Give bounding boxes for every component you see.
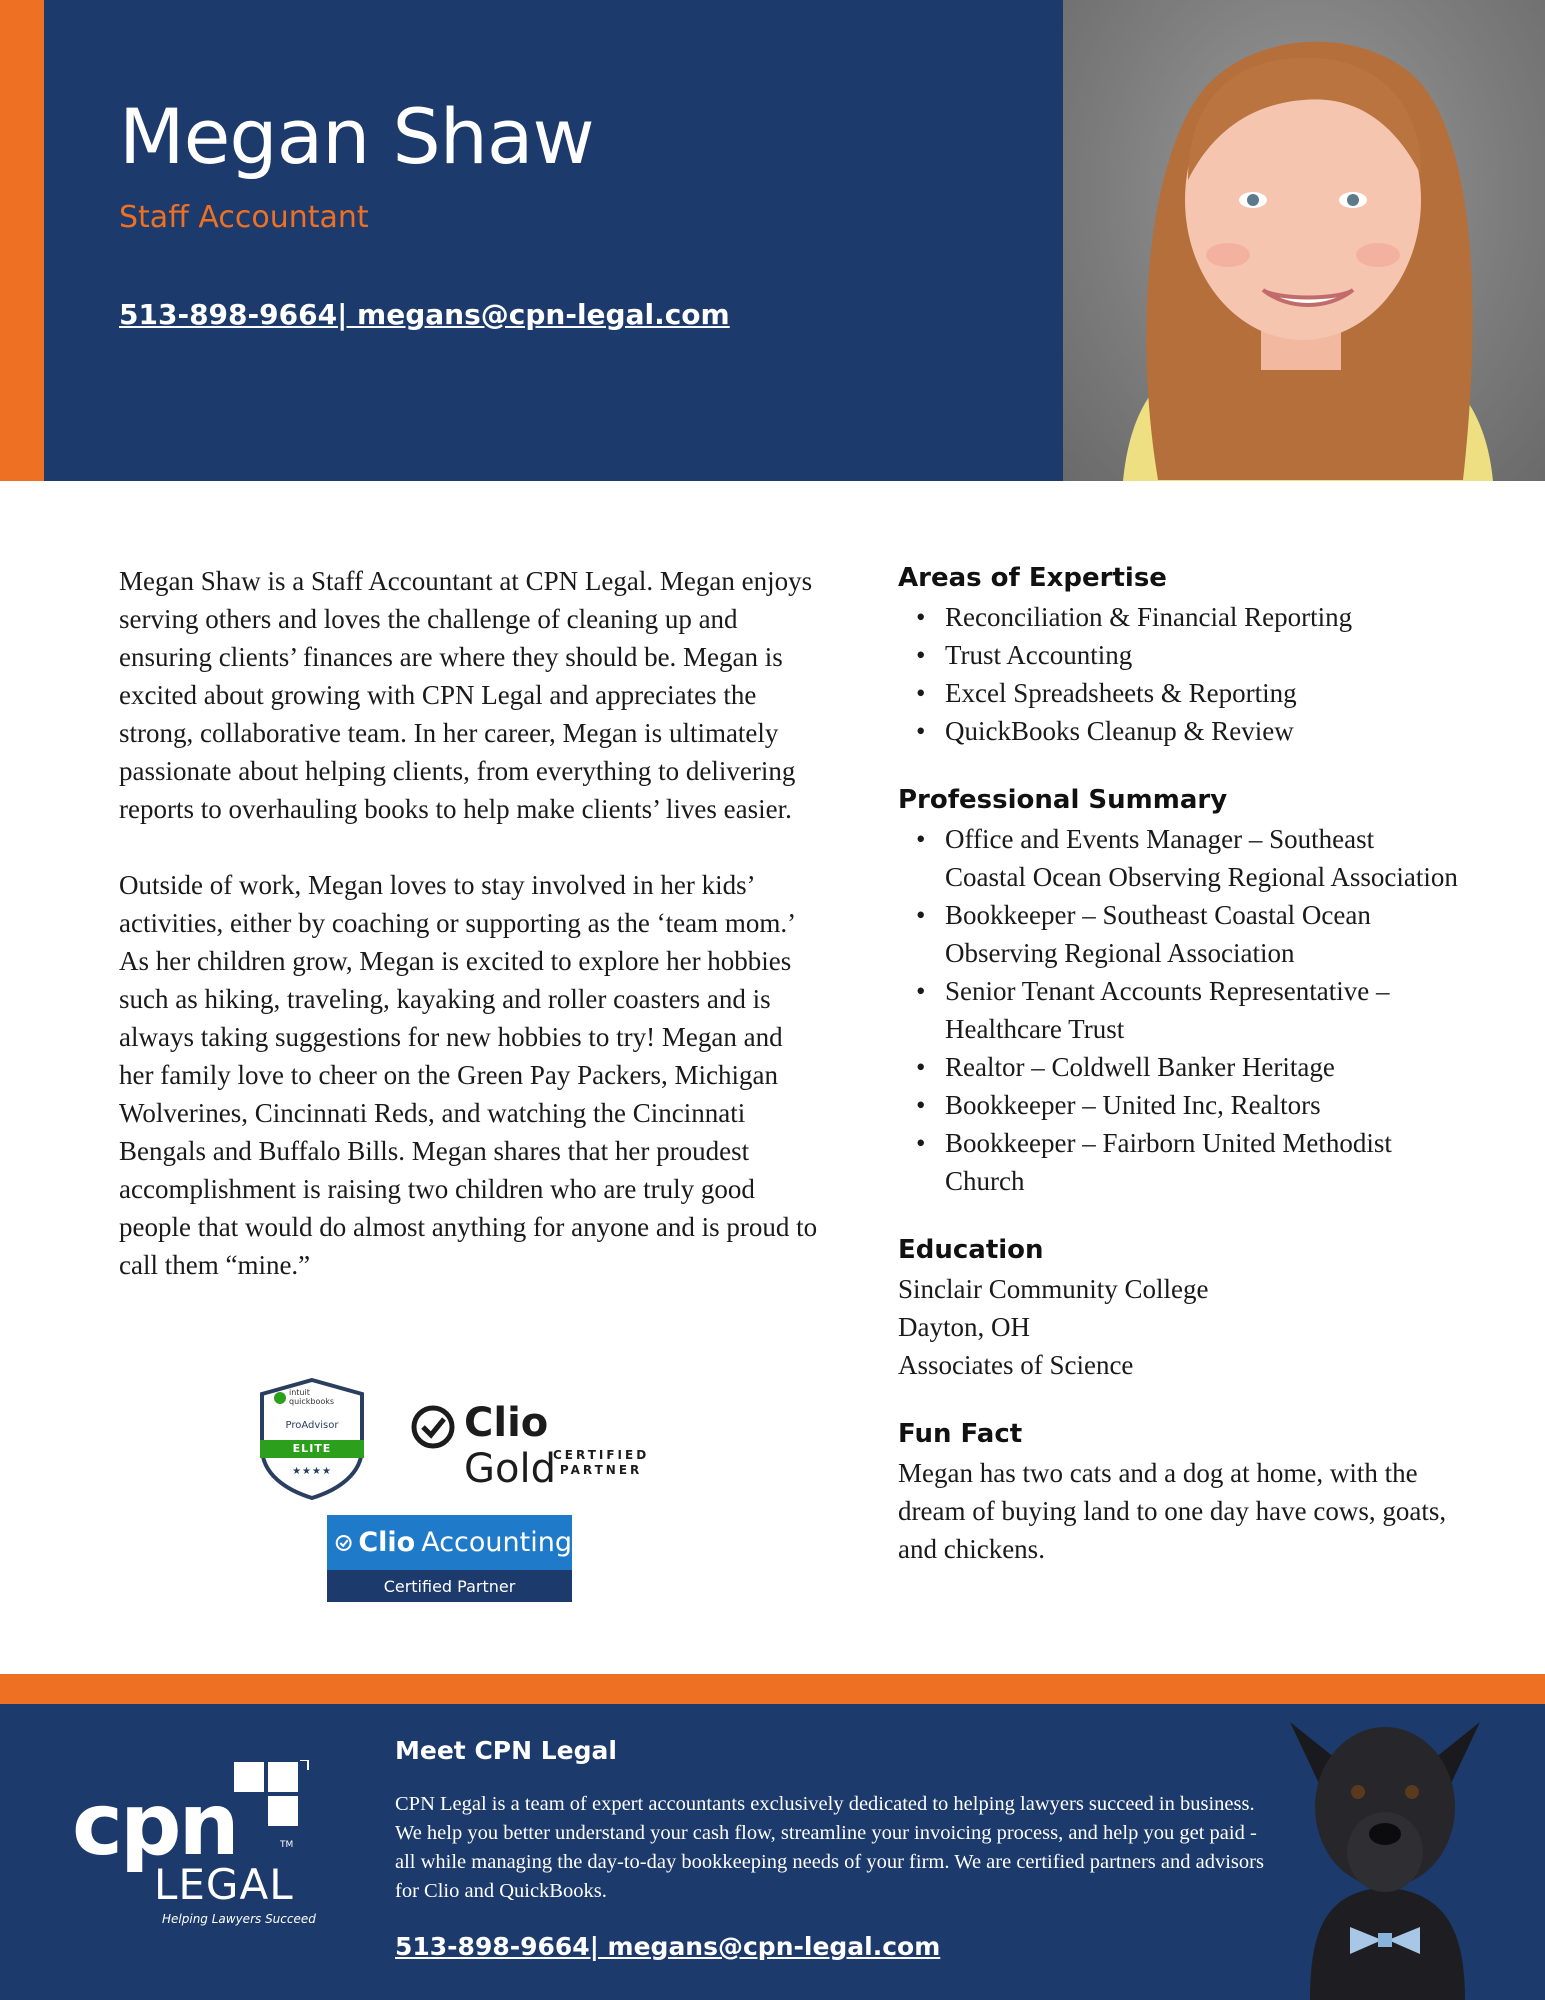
expertise-list xyxy=(898,598,1458,750)
footer-contact-link[interactable]: 513-898-9664| megans@cpn-legal.com xyxy=(395,1932,941,1961)
list-item: • Office and Events Manager – Southeast Coastal Ocean Observing Regional Association xyxy=(898,820,1458,896)
list-item: • QuickBooks Cleanup & Review xyxy=(898,712,1458,750)
fun-fact-section xyxy=(898,1416,1458,1568)
list-item: • Trust Accounting xyxy=(898,636,1458,674)
clio-accounting-brand: Clio xyxy=(358,1527,416,1558)
list-item: • Senior Tenant Accounts Representative – Healthcare Trust xyxy=(898,972,1458,1048)
logo-tagline: Helping Lawyers Succeed xyxy=(162,1912,316,1926)
list-item: • Bookkeeper – Southeast Coastal Ocean Observing Regional Association xyxy=(898,896,1458,972)
expertise-section xyxy=(898,560,1458,750)
check-circle-icon xyxy=(335,1528,352,1558)
footer-accent-bar xyxy=(0,1674,1545,1704)
portrait-photo xyxy=(1063,0,1545,481)
education-line: Associates of Science xyxy=(898,1350,1134,1380)
dog-illustration xyxy=(1270,1712,1500,2000)
list-item: • Bookkeeper – Fairborn United Methodist Church xyxy=(898,1124,1458,1200)
summary-heading: Professional Summary xyxy=(898,785,1228,815)
check-circle-icon xyxy=(410,1404,456,1450)
education-heading: Education xyxy=(898,1235,1044,1265)
bio-section xyxy=(119,562,819,1322)
clio-gold-wordmark xyxy=(464,1400,648,1492)
list-item: • Realtor – Coldwell Banker Heritage xyxy=(898,1048,1458,1086)
clio-accounting-top xyxy=(327,1515,572,1570)
qb-level: ELITE xyxy=(292,1442,332,1455)
clio-brand: Clio xyxy=(464,1400,549,1446)
clio-accounting-sub: Certified Partner xyxy=(327,1570,572,1602)
cpn-legal-logo xyxy=(72,1760,332,1960)
portrait-illustration xyxy=(1063,0,1545,481)
summary-list xyxy=(898,820,1458,1200)
logo-cpn: cpn xyxy=(72,1775,237,1875)
clio-accounting-word: Accounting xyxy=(421,1527,572,1558)
clio-gold-subtitle xyxy=(553,1448,649,1478)
qb-brand: intuit quickbooks xyxy=(289,1388,335,1406)
gold-word: Gold xyxy=(464,1446,556,1492)
clio-gold-badge xyxy=(408,1400,650,1492)
fun-fact-heading: Fun Fact xyxy=(898,1419,1023,1449)
qb-stars: ★★★★ xyxy=(292,1466,332,1477)
person-title: Staff Accountant xyxy=(119,200,369,235)
person-name: Megan Shaw xyxy=(119,92,594,181)
bio-paragraph: Outside of work, Megan loves to stay involved in her kids’ activities, either by coaching or supporting as the ‘team mom.’ As her children grow, Megan is excited to explore her hobbies such as hiking, traveling, kayaking and roller coasters and is always taking suggestions for new hobbies to try! Megan and her family love to cheer on the Green Pay Packers, Michigan Wolverines, Cincinnati Reds, and watching the Cincinnati Bengals and Buffalo Bills. Megan shares that her proudest accomplishment is raising two children who are truly good people that would do almost anything for anyone and is proud to call them “mine.” xyxy=(119,870,818,1280)
clio-gold-certified: CERTIFIED xyxy=(553,1448,650,1462)
bio-paragraph: Megan Shaw is a Staff Accountant at CPN Legal. Megan enjoys serving others and loves the challenge of cleaning up and ensuring clients’ finances are where they should be. Megan is excited about growing with CPN Legal and appreciates the strong, collaborative team. In her career, Megan is ultimately passionate about helping clients, from everything to delivering reports to overhauling books to help make clients’ lives easier. xyxy=(119,566,813,824)
dog-photo xyxy=(1270,1712,1500,2000)
summary-section xyxy=(898,782,1458,1200)
clio-gold-partner: PARTNER xyxy=(559,1463,643,1477)
header-contact-link[interactable]: 513-898-9664| megans@cpn-legal.com xyxy=(119,298,730,331)
education-line: Sinclair Community College xyxy=(898,1274,1209,1304)
logo-legal: LEGAL xyxy=(154,1860,294,1909)
expertise-heading: Areas of Expertise xyxy=(898,563,1167,593)
meet-heading: Meet CPN Legal xyxy=(395,1736,617,1765)
meet-text: CPN Legal is a team of expert accountants exclusively dedicated to helping lawyers succeed in business. We help you better understand your cash flow, streamline your invoicing process, and help you get paid - all while managing the day-to-day bookkeeping needs of your firm. We are certified partners and advisors for Clio and QuickBooks. xyxy=(395,1793,1264,1902)
fun-fact-text: Megan has two cats and a dog at home, with the dream of buying land to one day have cows, goats, and chickens. xyxy=(898,1458,1447,1564)
quickbooks-proadvisor-badge xyxy=(258,1378,366,1500)
header-accent-strip xyxy=(0,0,44,481)
list-item: • Excel Spreadsheets & Reporting xyxy=(898,674,1458,712)
education-section xyxy=(898,1232,1458,1384)
education-line: Dayton, OH xyxy=(898,1312,1030,1342)
qb-title: ProAdvisor xyxy=(285,1420,339,1431)
list-item: • Bookkeeper – United Inc, Realtors xyxy=(898,1086,1458,1124)
list-item: • Reconciliation & Financial Reporting xyxy=(898,598,1458,636)
details-column xyxy=(898,560,1458,1600)
clio-accounting-badge xyxy=(327,1515,572,1602)
logo-tm: TM xyxy=(280,1840,294,1850)
